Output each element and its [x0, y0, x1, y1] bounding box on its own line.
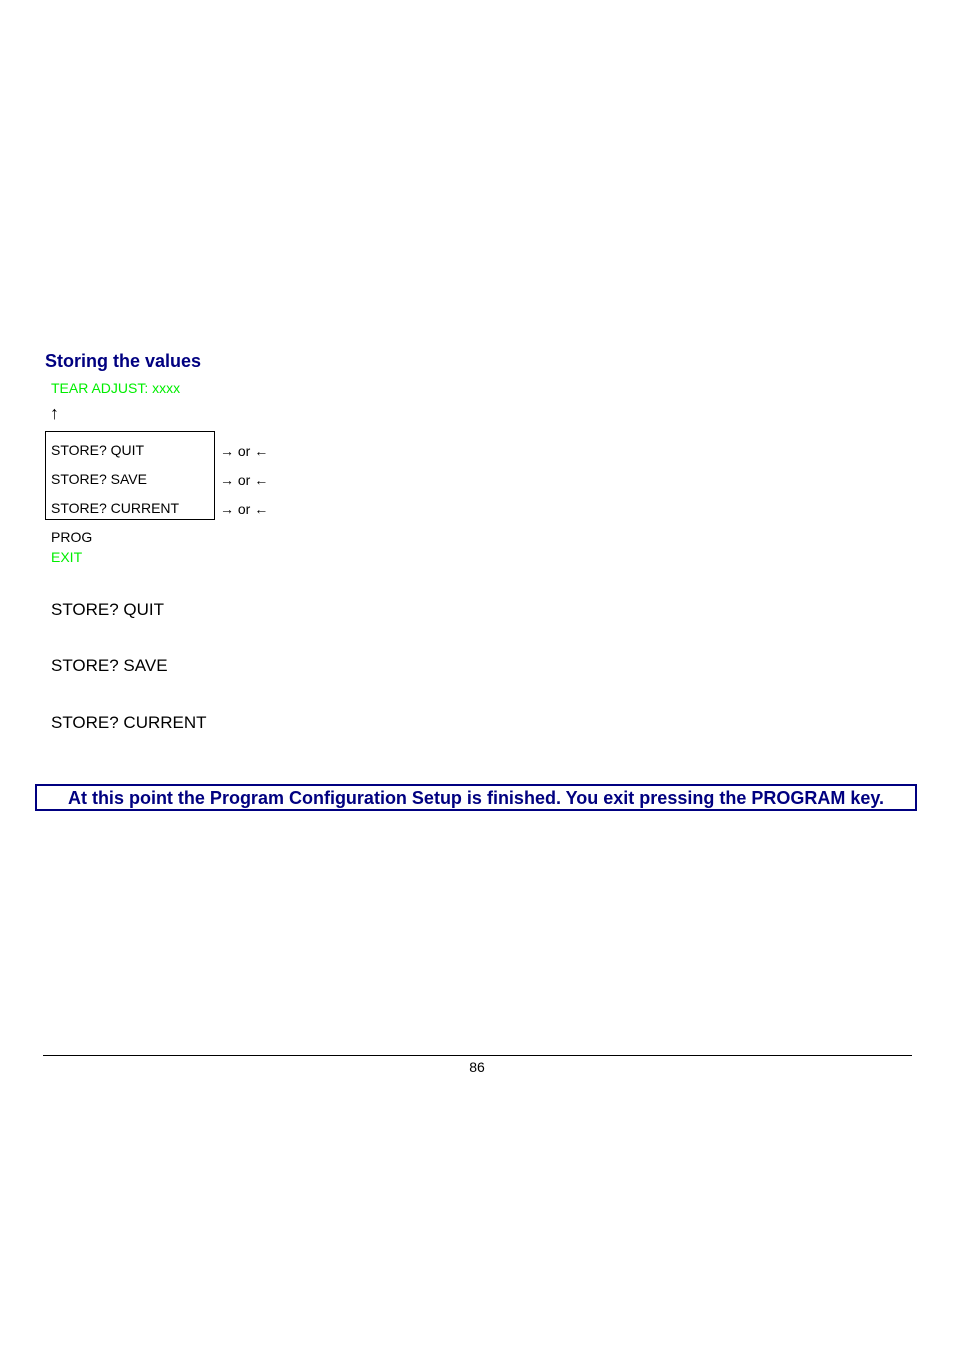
store-options-box [45, 431, 215, 520]
up-arrow-icon: ↑ [50, 403, 59, 423]
description-store-current: STORE? CURRENT [51, 713, 207, 732]
tear-adjust-display: TEAR ADJUST: xxxx [51, 380, 181, 396]
arrow-key-hint: → or ← [220, 501, 269, 517]
store-option-save: STORE? SAVE [51, 471, 147, 487]
description-store-save: STORE? SAVE [51, 656, 168, 675]
arrow-key-hint: → or ← [220, 443, 269, 459]
store-option-current: STORE? CURRENT [51, 500, 180, 516]
footer-divider [43, 1055, 912, 1056]
page-number: 86 [469, 1059, 485, 1075]
notice-box [35, 784, 917, 811]
notice-text: At this point the Program Configuration Setup is finished. You exit pressing the PROGRAM key. [67, 788, 885, 808]
prog-key-label: PROG [51, 529, 93, 545]
store-option-quit: STORE? QUIT [51, 442, 145, 458]
description-store-quit: STORE? QUIT [51, 600, 165, 619]
exit-display: EXIT [51, 549, 83, 565]
section-heading: Storing the values [45, 351, 202, 371]
arrow-key-hint: → or ← [220, 472, 269, 488]
